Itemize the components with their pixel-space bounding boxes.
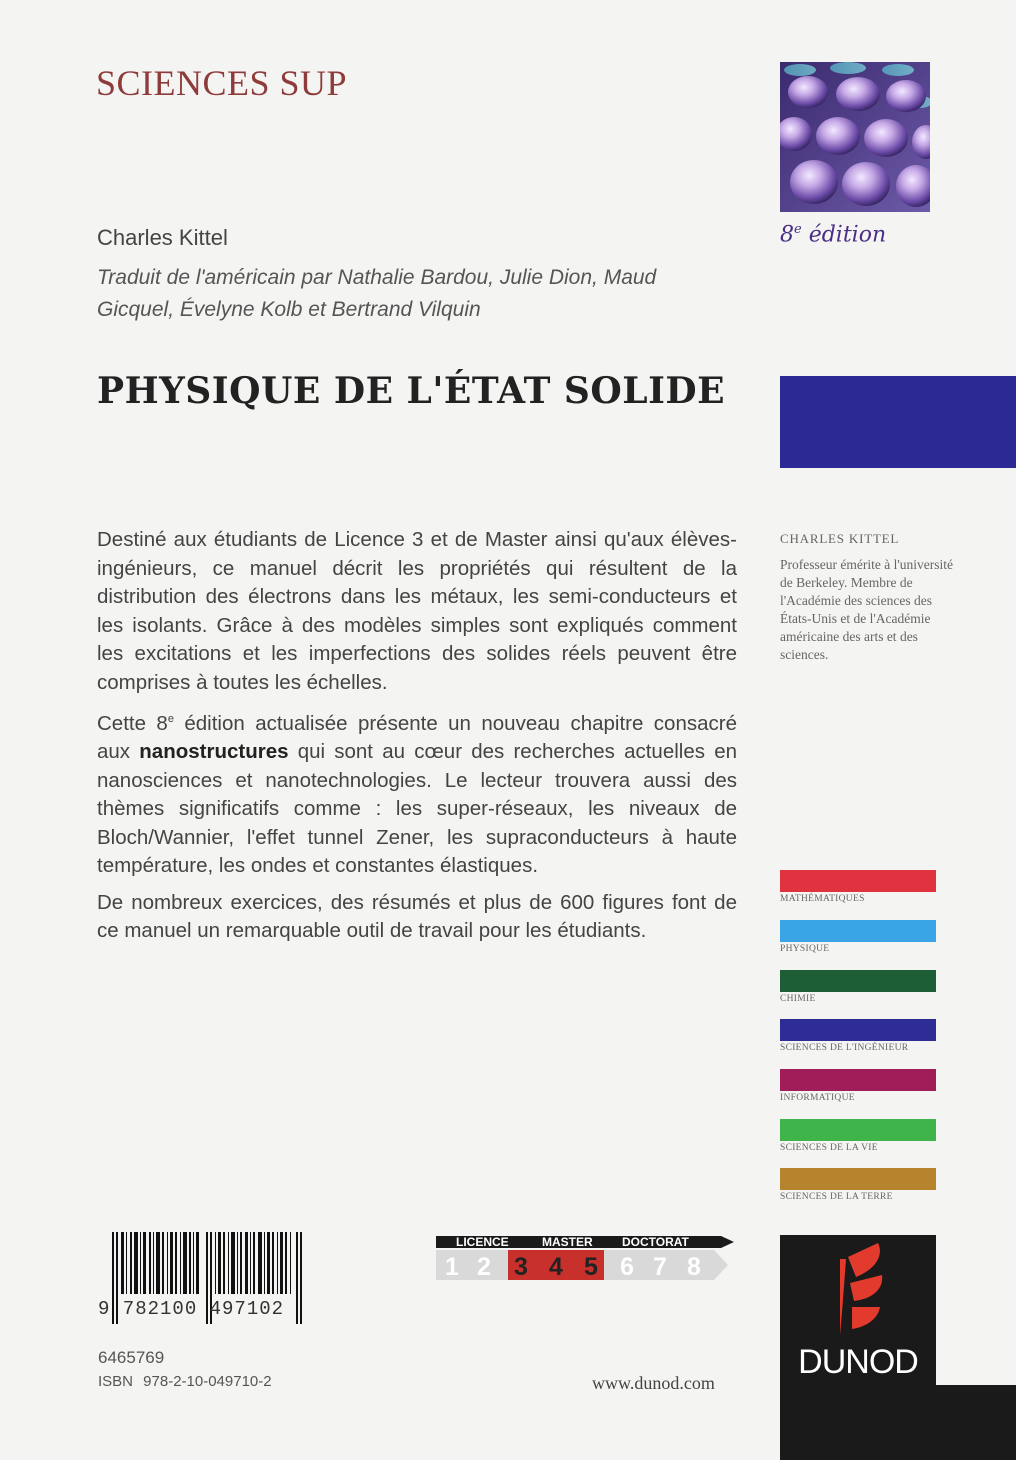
discipline-sciences-vie: SCIENCES DE LA VIE	[780, 1119, 936, 1153]
translators: Traduit de l'américain par Nathalie Bardou, Julie Dion, Maud Gicquel, Évelyne Kolb et Bertrand Vilquin	[97, 266, 657, 321]
description-paragraph-3: De nombreux exercices, des résumés et plus de 600 figures font de ce manuel un remarquable outil de travail pour les étudiants.	[97, 890, 737, 943]
description-paragraph-2: Cette 8e édition actualisée présente un nouveau chapitre consacré aux nanostructures qui sont au cœur des recherches actuelles en nanosciences et nanotechnologies. Le lecteur trouvera aussi des thèmes significatifs comme : les super-réseaux, les niveaux de Bloch/Wannier, l'effet tunnel Zener, les supraconducteurs à haute température, les ondes et constantes élastiques.	[97, 711, 737, 878]
author-name: Charles Kittel	[97, 225, 228, 250]
edition-label: 8e édition	[780, 222, 887, 248]
discipline-sciences-ingenieur: SCIENCES DE L'INGÉNIEUR	[780, 1019, 936, 1053]
cover-image	[780, 62, 930, 212]
description-paragraph-1: Destiné aux étudiants de Licence 3 et de Master ainsi qu'aux élèves-ingénieurs, ce manuel décrit les propriétés qui résultent de la distribution des électrons dans les métaux, les semi-conducteurs et les isolants. Grâce à des modèles simples sont expliqués comment les excitations et les imperfections des solides réels peuvent être comprises à toutes les échelles.	[97, 528, 737, 694]
isbn: ISBN 978-2-10-049710-2	[98, 1373, 272, 1390]
level-number-4: 4	[549, 1253, 563, 1281]
discipline-mathematiques: MATHÉMATIQUES	[780, 870, 936, 904]
book-title: PHYSIQUE DE L'ÉTAT SOLIDE	[97, 370, 726, 412]
book-description	[97, 526, 737, 954]
level-number-8: 8	[687, 1253, 701, 1281]
level-number-2: 2	[477, 1253, 491, 1281]
discipline-color-bar	[780, 920, 936, 942]
level-licence: LICENCE	[456, 1235, 509, 1249]
level-number-1: 1	[445, 1253, 459, 1281]
level-master: MASTER	[542, 1235, 593, 1249]
discipline-color-bar	[780, 870, 936, 892]
discipline-color-bar	[780, 1069, 936, 1091]
barcode-number: 9 782100 497102	[98, 1298, 285, 1320]
discipline-color-bar	[780, 1119, 936, 1141]
publisher-website: www.dunod.com	[592, 1373, 715, 1393]
bio-text: Professeur émérite à l'université de Berkeley. Membre de l'Académie des sciences des États-Unis et de l'Académie américaine des arts et des sciences.	[780, 557, 953, 662]
title-color-band	[780, 376, 1016, 468]
level-doctorat: DOCTORAT	[622, 1235, 689, 1249]
series-name: SCIENCES SUP	[96, 63, 348, 103]
publisher-strip	[780, 1385, 1016, 1460]
discipline-color-bar	[780, 970, 936, 992]
bio-name: CHARLES KITTEL	[780, 531, 900, 546]
dunod-logo-icon	[780, 1235, 936, 1345]
level-number-6: 6	[620, 1253, 634, 1281]
product-code: 6465769	[98, 1348, 165, 1367]
discipline-physique: PHYSIQUE	[780, 920, 936, 954]
discipline-informatique: INFORMATIQUE	[780, 1069, 936, 1103]
level-number-3: 3	[514, 1253, 528, 1281]
discipline-sciences-terre: SCIENCES DE LA TERRE	[780, 1168, 936, 1202]
discipline-chimie: CHIMIE	[780, 970, 936, 1004]
discipline-color-bar	[780, 1019, 936, 1041]
publisher-name: DUNOD	[798, 1343, 918, 1381]
level-number-5: 5	[584, 1253, 598, 1281]
nanostructure-image	[780, 62, 930, 212]
author-bio	[780, 530, 960, 664]
discipline-color-bar	[780, 1168, 936, 1190]
lmd-level-indicator	[436, 1234, 736, 1284]
level-number-7: 7	[653, 1253, 667, 1281]
